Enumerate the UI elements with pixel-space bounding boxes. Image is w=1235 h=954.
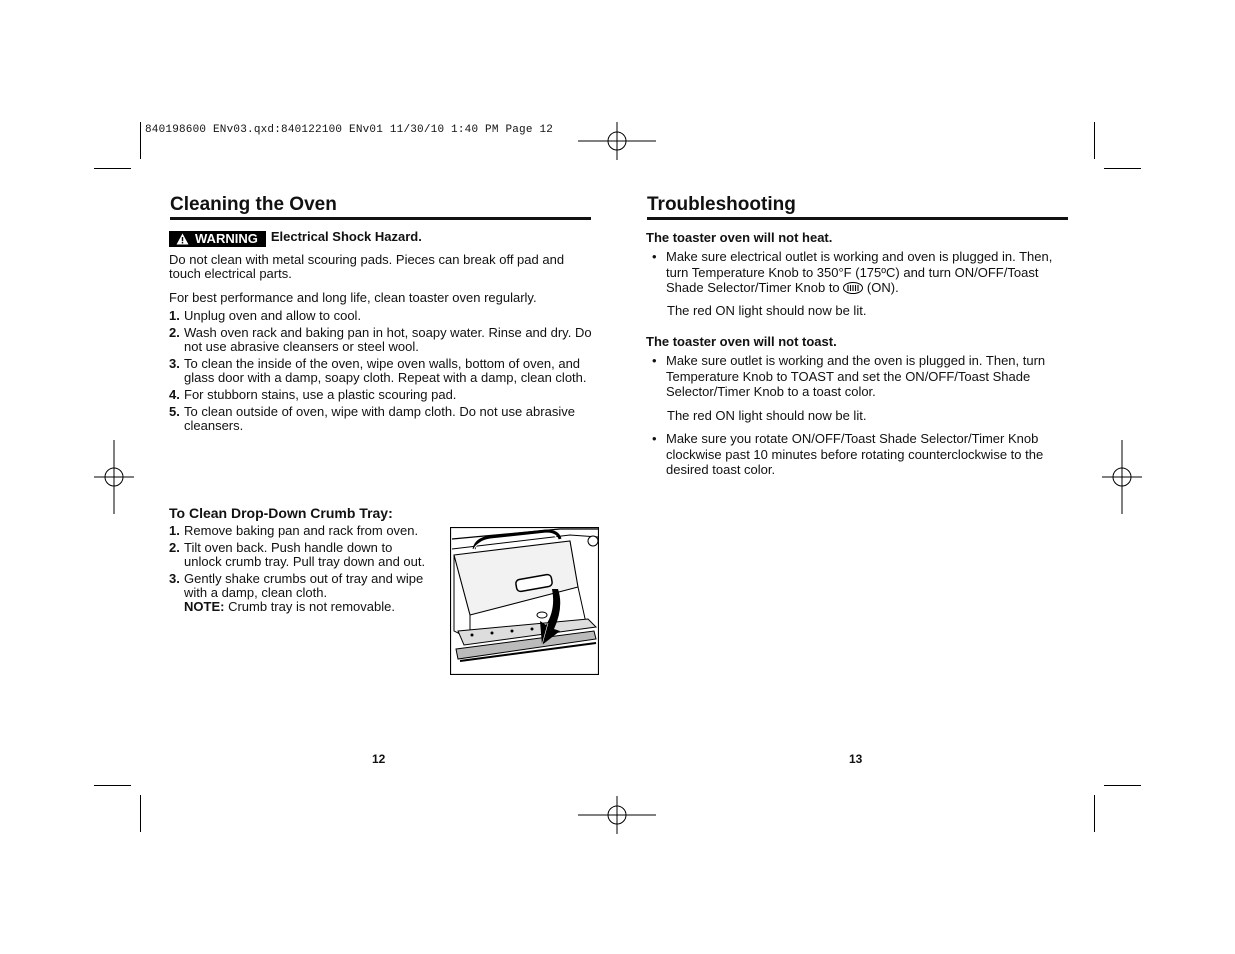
registration-mark-icon	[1102, 440, 1142, 514]
crop-mark	[140, 122, 141, 159]
crumb-tray-illustration	[450, 527, 599, 675]
file-slug: 840198600 ENv03.qxd:840122100 ENv01 11/30/10 1:40 PM Page 12	[145, 124, 554, 136]
bullet-item	[652, 431, 1084, 478]
crop-mark	[94, 785, 131, 786]
page-title: Cleaning the Oven	[170, 194, 337, 215]
bullet: •	[652, 249, 657, 264]
step-text: To clean outside of oven, wipe with damp cloth. Do not use abrasive cleansers.	[184, 404, 575, 433]
note-label: NOTE:	[184, 599, 225, 614]
list-item	[169, 405, 593, 433]
step-text: Remove baking pan and rack from oven.	[184, 523, 419, 538]
crop-mark	[1104, 168, 1141, 169]
list-item	[169, 572, 441, 614]
note-text: Crumb tray is not removable.	[228, 599, 395, 614]
step-number: 4.	[169, 387, 180, 402]
page-number: 13	[849, 752, 863, 766]
step-number: 1.	[169, 523, 180, 538]
list-item	[169, 309, 593, 323]
list-item	[169, 357, 593, 385]
warning-label: WARNING	[195, 231, 258, 246]
step-number: 3.	[169, 356, 180, 371]
section-heading: The toaster oven will not toast.	[646, 334, 837, 349]
paragraph: Do not clean with metal scouring pads. Pieces can break off pad and touch electrical parts.	[169, 252, 565, 281]
crumb-tray-heading: To Clean Drop-Down Crumb Tray:	[169, 505, 393, 521]
on-symbol-icon	[843, 282, 863, 294]
bullet-item	[652, 249, 1056, 296]
step-text: For stubborn stains, use a plastic scouring pad.	[184, 387, 457, 402]
bullet-text: Make sure electrical outlet is working and oven is plugged in. Then, turn Temperature Knob to 350°F (175ºC) and turn ON/OFF/Toast Shade Selector/Timer Knob to	[666, 249, 1053, 295]
warning-triangle-icon	[176, 233, 189, 245]
title-rule	[647, 217, 1068, 220]
step-text: Gently shake crumbs out of tray and wipe with a damp, clean cloth.	[184, 571, 424, 600]
page-title: Troubleshooting	[647, 194, 796, 215]
bullet-text: (ON).	[866, 280, 899, 295]
list-item	[169, 524, 441, 538]
bullet: •	[652, 353, 657, 368]
step-number: 5.	[169, 404, 180, 419]
bullet-text: Make sure outlet is working and the oven is plugged in. Then, turn Temperature Knob to TOAST and set the ON/OFF/Toast Shade Selector/Timer Knob to a toast color.	[666, 353, 1046, 399]
paragraph: For best performance and long life, clean toaster oven regularly.	[169, 290, 537, 305]
registration-mark-icon	[578, 122, 656, 160]
warning-text: Electrical Shock Hazard.	[270, 229, 422, 244]
paragraph: The red ON light should now be lit.	[667, 303, 867, 318]
step-number: 2.	[169, 325, 180, 340]
warning-row	[169, 231, 422, 247]
step-text: To clean the inside of the oven, wipe oven walls, bottom of oven, and glass door with a damp, soapy cloth. Repeat with a damp, clean cloth.	[184, 356, 587, 385]
step-number: 2.	[169, 540, 180, 555]
registration-mark-icon	[578, 796, 656, 834]
crumb-tray-steps	[169, 524, 441, 617]
list-item	[169, 326, 593, 354]
paragraph: The red ON light should now be lit.	[667, 408, 867, 423]
step-number: 3.	[169, 571, 180, 586]
crop-mark	[94, 168, 131, 169]
crop-mark	[1094, 122, 1095, 159]
step-text: Tilt oven back. Push handle down to unlock crumb tray. Pull tray down and out.	[184, 540, 426, 569]
page-number: 12	[372, 752, 386, 766]
bullet: •	[652, 431, 657, 446]
bullet-item	[652, 353, 1070, 400]
cleaning-steps	[169, 309, 593, 436]
crop-mark	[1094, 795, 1095, 832]
step-text: Unplug oven and allow to cool.	[184, 308, 362, 323]
list-item	[169, 541, 441, 569]
warning-badge	[169, 231, 266, 247]
step-number: 1.	[169, 308, 180, 323]
list-item	[169, 388, 593, 402]
crop-mark	[140, 795, 141, 832]
registration-mark-icon	[94, 440, 134, 514]
title-rule	[170, 217, 591, 220]
step-text: Wash oven rack and baking pan in hot, soapy water. Rinse and dry. Do not use abrasive cleansers or steel wool.	[184, 325, 592, 354]
section-heading: The toaster oven will not heat.	[646, 230, 833, 245]
crop-mark	[1104, 785, 1141, 786]
bullet-text: Make sure you rotate ON/OFF/Toast Shade Selector/Timer Knob clockwise past 10 minutes before rotating counterclockwise to the desired toast color.	[666, 431, 1044, 477]
